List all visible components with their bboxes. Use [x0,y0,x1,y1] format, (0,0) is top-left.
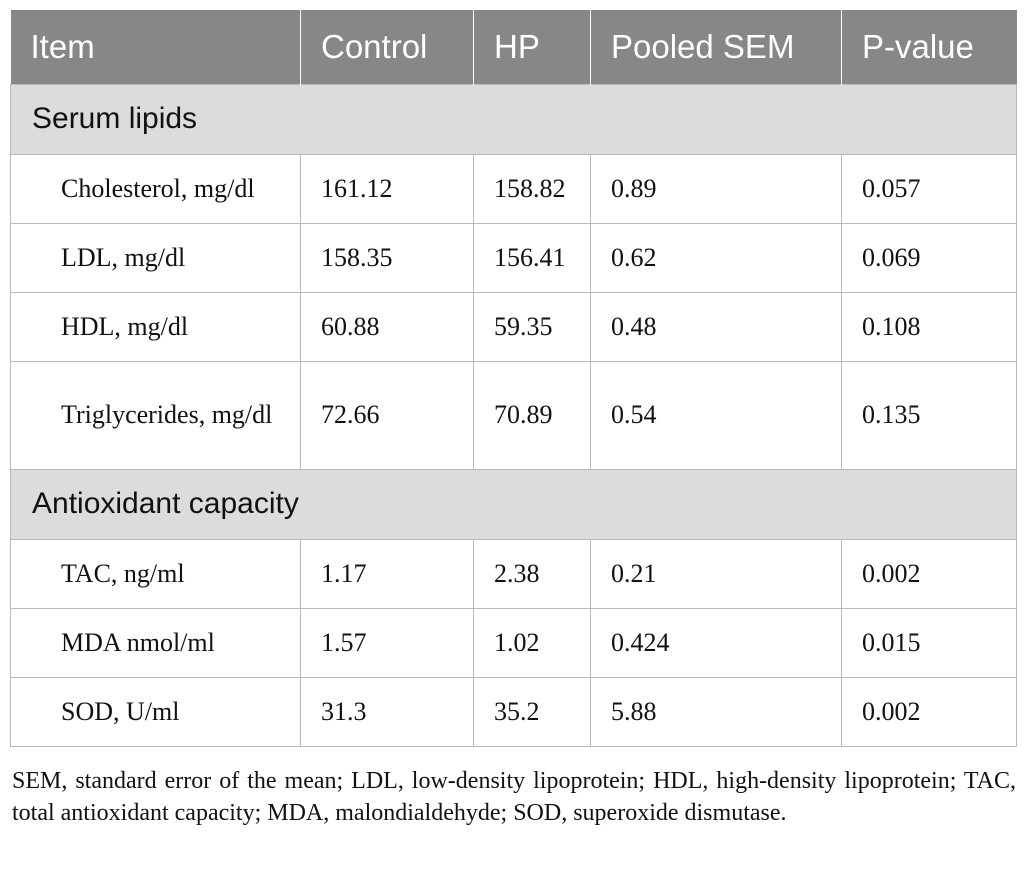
row-p-value: 0.108 [842,292,1017,361]
header-control: Control [301,10,474,84]
row-hp: 35.2 [474,677,591,746]
table-row [11,154,1017,223]
row-pooled-sem: 0.54 [591,361,842,469]
table-row [11,677,1017,746]
row-p-value: 0.057 [842,154,1017,223]
row-pooled-sem: 0.21 [591,539,842,608]
results-table [10,10,1017,747]
table-row [11,608,1017,677]
row-hp: 2.38 [474,539,591,608]
row-item: MDA nmol/ml [11,608,301,677]
table-row [11,292,1017,361]
header-item: Item [11,10,301,84]
row-item: HDL, mg/dl [11,292,301,361]
section-row-serum-lipids [11,84,1017,154]
row-item: Cholesterol, mg/dl [11,154,301,223]
row-hp: 156.41 [474,223,591,292]
row-control: 31.3 [301,677,474,746]
row-p-value: 0.135 [842,361,1017,469]
row-hp: 70.89 [474,361,591,469]
row-item: SOD, U/ml [11,677,301,746]
table-row [11,361,1017,469]
row-control: 72.66 [301,361,474,469]
row-hp: 59.35 [474,292,591,361]
header-pooled-sem: Pooled SEM [591,10,842,84]
row-pooled-sem: 0.424 [591,608,842,677]
row-item: LDL, mg/dl [11,223,301,292]
header-hp: HP [474,10,591,84]
section-row-antioxidant-capacity [11,469,1017,539]
row-pooled-sem: 0.89 [591,154,842,223]
row-p-value: 0.015 [842,608,1017,677]
row-item: Triglycerides, mg/dl [11,361,301,469]
row-p-value: 0.002 [842,677,1017,746]
section-title: Antioxidant capacity [11,469,1017,539]
row-hp: 158.82 [474,154,591,223]
row-control: 158.35 [301,223,474,292]
results-table-container [10,10,1016,829]
row-control: 1.17 [301,539,474,608]
row-pooled-sem: 0.48 [591,292,842,361]
table-row [11,223,1017,292]
table-header [11,10,1017,84]
header-p-value: P-value [842,10,1017,84]
row-pooled-sem: 0.62 [591,223,842,292]
row-control: 161.12 [301,154,474,223]
header-row [11,10,1017,84]
row-control: 1.57 [301,608,474,677]
section-title: Serum lipids [11,84,1017,154]
row-p-value: 0.002 [842,539,1017,608]
row-control: 60.88 [301,292,474,361]
row-p-value: 0.069 [842,223,1017,292]
table-footnote: SEM, standard error of the mean; LDL, low-density lipoprotein; HDL, high-density lipoprotein; TAC, total antioxidant capacity; MDA, malondialdehyde; SOD, superoxide dismutase. [12,767,1016,826]
table-body [11,84,1017,746]
row-item: TAC, ng/ml [11,539,301,608]
row-pooled-sem: 5.88 [591,677,842,746]
table-row [11,539,1017,608]
row-hp: 1.02 [474,608,591,677]
